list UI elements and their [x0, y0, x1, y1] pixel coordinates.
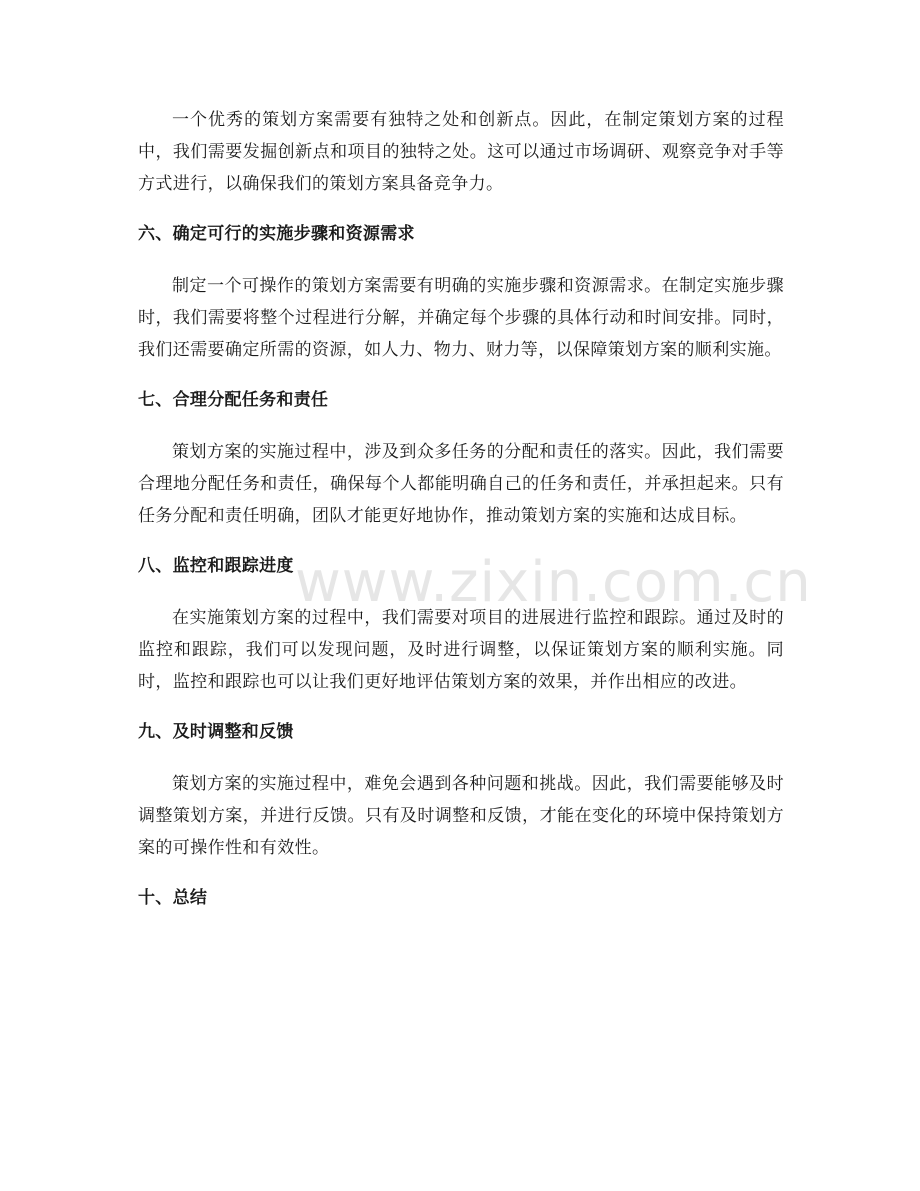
heading-section-7: 七、合理分配任务和责任 [138, 390, 329, 410]
heading-section-10: 十、总结 [138, 888, 208, 908]
paragraph-section-9: 策划方案的实施过程中，难免会遇到各种问题和挑战。因此，我们需要能够及时调整策划方案，并进行反馈。只有及时调整和反馈，才能在变化的环境中保持策划方案的可操作性和有效性。 [138, 774, 784, 858]
heading-section-6: 六、确定可行的实施步骤和资源需求 [138, 224, 415, 244]
heading-section-8: 八、监控和跟踪进度 [138, 556, 294, 576]
watermark: www.zixin.com.cn [295, 550, 812, 615]
paragraph-innovation: 一个优秀的策划方案需要有独特之处和创新点。因此，在制定策划方案的过程中，我们需要发掘创新点和项目的独特之处。这可以通过市场调研、观察竞争对手等方式进行，以确保我们的策划方案具备竞争力。 [138, 110, 784, 194]
document-body [138, 104, 784, 914]
heading-section-9: 九、及时调整和反馈 [138, 722, 294, 742]
paragraph-section-7: 策划方案的实施过程中，涉及到众多任务的分配和责任的落实。因此，我们需要合理地分配任务和责任，确保每个人都能明确自己的任务和责任，并承担起来。只有任务分配和责任明确，团队才能更好地协作，推动策划方案的实施和达成目标。 [138, 442, 784, 526]
paragraph-section-8: 在实施策划方案的过程中，我们需要对项目的进展进行监控和跟踪。通过及时的监控和跟踪，我们可以发现问题，及时进行调整，以保证策划方案的顺利实施。同时，监控和跟踪也可以让我们更好地评估策划方案的效果，并作出相应的改进。 [138, 608, 784, 692]
paragraph-section-6: 制定一个可操作的策划方案需要有明确的实施步骤和资源需求。在制定实施步骤时，我们需要将整个过程进行分解，并确定每个步骤的具体行动和时间安排。同时，我们还需要确定所需的资源，如人力、物力、财力等，以保障策划方案的顺利实施。 [138, 276, 784, 360]
